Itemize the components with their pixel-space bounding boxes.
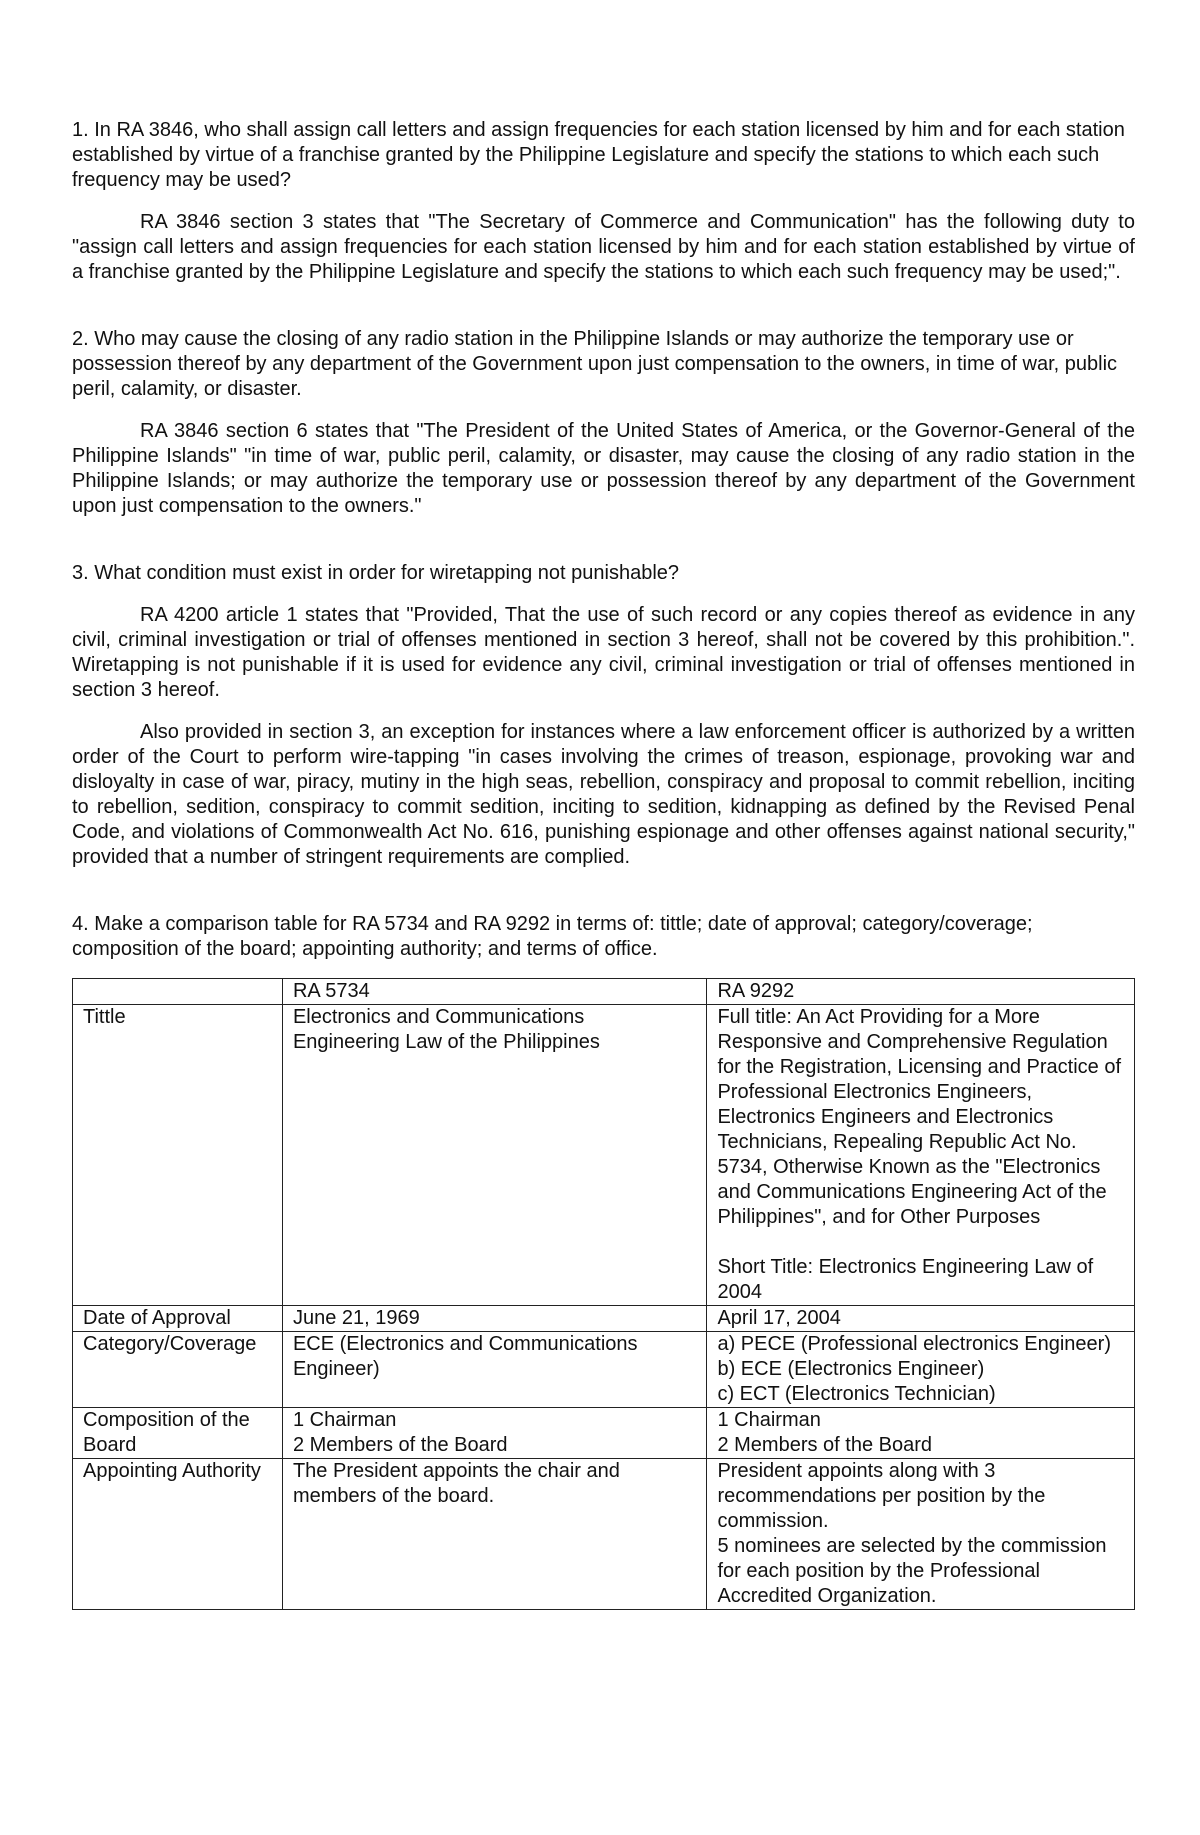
row-label-appointing: Appointing Authority [73,1459,283,1610]
row-label-title: Tittle [73,1005,283,1306]
ra5734-appointing: The President appoints the chair and members of the board. [282,1459,707,1610]
ra9292-composition-cell [707,1408,1135,1459]
ra9292-composition-chairman: 1 Chairman [717,1409,821,1431]
answer-2: RA 3846 section 6 states that "The President of the United States of America, or the Governor-General of the Philippine Islands" "in time of war, public peril, calamity, or disaster, may cause the closing of any radio station in the Philippine Islands; or may authorize the temporary use or possession thereof by any department of the Government upon just compensation to the owners." [72,420,1135,517]
ra9292-category-cell [707,1332,1135,1408]
ra5734-composition-chairman: 1 Chairman [292,1409,397,1431]
ra9292-title-cell [707,1005,1135,1306]
table-row-category [73,1332,1135,1408]
table-row-date [73,1306,1135,1332]
answer-3-paragraph-1: RA 4200 article 1 states that "Provided, That the use of such record or any copies thereof as evidence in any civil, criminal investigation or trial of offenses mentioned in section 3 hereof, shall not be covered by this prohibition.". Wiretapping is not punishable if it is used for evidence any civil, criminal investigation or trial of offenses mentioned in section 3 hereof. [72,604,1135,701]
ra9292-appointing-2: 5 nominees are selected by the commission for each position by the Professional Accredited Organization. [717,1535,1107,1607]
ra5734-title: Electronics and Communications Engineering Law of the Philippines [282,1005,707,1306]
answer-3-paragraph-2: Also provided in section 3, an exception for instances where a law enforcement officer is authorized by a written order of the Court to perform wire-tapping "in cases involving the crimes of treason, espionage, provoking war and disloyalty in case of war, piracy, mutiny in the high seas, rebellion, conspiracy and proposal to commit rebellion, inciting to rebellion, sedition, conspiracy to commit sedition, inciting to sedition, kidnapping as defined by the Revised Penal Code, and violations of Commonwealth Act No. 616, punishing espionage and other offenses against national security," provided that a number of stringent requirements are complied. [72,721,1135,868]
comparison-table [72,978,1135,1610]
ra5734-composition-members: 2 Members of the Board [292,1434,508,1456]
document-body [72,118,1135,1610]
ra9292-appointing-cell [707,1459,1135,1610]
ra9292-appointing-1: President appoints along with 3 recommendations per position by the commission. [717,1460,1046,1532]
ra9292-composition-members: 2 Members of the Board [717,1434,933,1456]
ra5734-category: ECE (Electronics and Communications Engineer) [282,1332,707,1408]
header-ra9292: RA 9292 [707,979,1135,1005]
question-4: 4. Make a comparison table for RA 5734 and RA 9292 in terms of: tittle; date of approval; category/coverage; composition of the board; appointing authority; and terms of office. [72,913,1033,960]
row-label-date: Date of Approval [73,1306,283,1332]
ra9292-full-title: Full title: An Act Providing for a More Responsive and Comprehensive Regulation for the Registration, Licensing and Practice of Professional Electronics Engineers, Electronics Engineers and Electronics Technicians, Repealing Republic Act No. 5734, Otherwise Known as the "Electronics and Communications Engineering Act of the Philippines", and for Other Purposes [717,1006,1122,1228]
question-2: 2. Who may cause the closing of any radio station in the Philippine Islands or may authorize the temporary use or possession thereof by any department of the Government upon just compensation to the owners, in time of war, public peril, calamity, or disaster. [72,328,1118,400]
ra9292-category-a: a) PECE (Professional electronics Engineer) [717,1333,1111,1355]
header-ra5734: RA 5734 [282,979,707,1005]
table-row-title [73,1005,1135,1306]
ra5734-composition-cell [282,1408,707,1459]
question-3: 3. What condition must exist in order for wiretapping not punishable? [72,562,680,584]
row-label-category: Category/Coverage [73,1332,283,1408]
ra9292-category-c: c) ECT (Electronics Technician) [717,1383,996,1405]
ra9292-short-title: Short Title: Electronics Engineering Law of 2004 [717,1256,1094,1303]
ra9292-category-b: b) ECE (Electronics Engineer) [717,1358,985,1380]
ra9292-date: April 17, 2004 [707,1306,1135,1332]
table-row-appointing [73,1459,1135,1610]
row-label-composition: Composition of the Board [73,1408,283,1459]
header-blank-cell [73,979,283,1005]
ra5734-date: June 21, 1969 [282,1306,707,1332]
table-row-composition [73,1408,1135,1459]
table-header-row [73,979,1135,1005]
answer-1: RA 3846 section 3 states that "The Secretary of Commerce and Communication" has the following duty to "assign call letters and assign frequencies for each station licensed by him and for each station established by virtue of a franchise granted by the Philippine Legislature and specify the stations to which each such frequency may be used;". [72,211,1135,283]
question-1: 1. In RA 3846, who shall assign call letters and assign frequencies for each station licensed by him and for each station established by virtue of a franchise granted by the Philippine Legislature and specify the stations to which each such frequency may be used? [72,119,1125,191]
